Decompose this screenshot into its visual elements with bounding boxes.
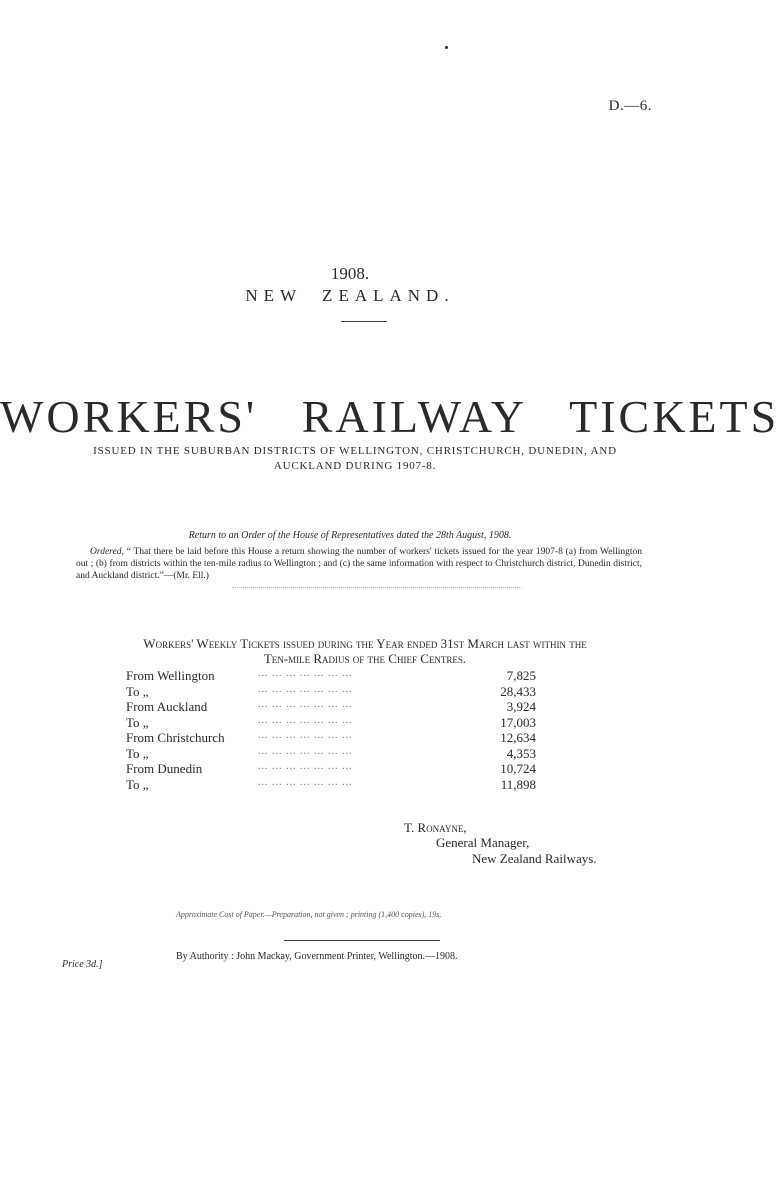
- row-leader: ... ... ... ... ... ... ...: [258, 761, 353, 772]
- row-value: 17,003: [500, 714, 536, 730]
- table-row: [126, 684, 536, 700]
- order-text: “ That there be laid before this House a return showing the number of workers' tickets issued for the year 1907-8 (a) from Wellington out ; (b) from districts within the ten-mile radius to Wellington ; and (c) the same information with respect to Christchurch district, Dunedin district, and Auckland district.”—(Mr. Ell.): [76, 547, 643, 581]
- table-heading: [100, 636, 630, 666]
- signatory-name: T. Ronayne,: [404, 820, 467, 835]
- table-row: [126, 715, 536, 731]
- signatory-organisation: New Zealand Railways.: [472, 851, 597, 866]
- price-label: Price 3d.]: [62, 959, 103, 970]
- row-leader: ... ... ... ... ... ... ...: [258, 668, 353, 679]
- row-label: To „: [126, 683, 149, 699]
- title-divider: [341, 321, 387, 322]
- row-label: To „: [126, 745, 149, 761]
- row-value: 12,634: [500, 730, 536, 745]
- row-label: From Dunedin: [126, 761, 203, 776]
- row-value: 4,353: [506, 745, 536, 761]
- row-leader: ... ... ... ... ... ... ...: [258, 714, 353, 726]
- document-subtitle: ISSUED IN THE SUBURBAN DISTRICTS OF WELLINGTON, CHRISTCHURCH, DUNEDIN, AND AUCKLAND DURING 1907-8.: [93, 445, 617, 472]
- table-heading-line-1: Workers' Weekly Tickets issued during the Year ended 31st March last within the: [143, 636, 587, 651]
- table-row: [126, 777, 536, 793]
- table-row: [126, 699, 536, 715]
- row-value: 7,825: [506, 668, 536, 683]
- row-value: 28,433: [500, 683, 536, 699]
- publication-year: 1908.: [330, 264, 370, 283]
- section-divider: [232, 587, 522, 588]
- printer-authority: By Authority : John Mackay, Government Printer, Wellington.—1908.: [176, 951, 458, 962]
- row-label: From Auckland: [126, 699, 208, 714]
- ordered-label: Ordered,: [90, 547, 124, 557]
- table-row: [126, 668, 536, 684]
- document-reference: D.—6.: [608, 98, 652, 114]
- table-row: [126, 746, 536, 762]
- table-heading-line-2: Ten-mile Radius of the Chief Centres.: [263, 651, 467, 666]
- row-label: To „: [126, 714, 149, 730]
- row-label: From Wellington: [126, 668, 215, 683]
- row-value: 10,724: [500, 761, 536, 776]
- ticket-table: [126, 668, 536, 792]
- row-label: From Christchurch: [126, 730, 225, 745]
- document-title: WORKERS' RAILWAY TICKETS: [0, 391, 779, 442]
- row-leader: ... ... ... ... ... ... ...: [258, 776, 353, 788]
- row-leader: ... ... ... ... ... ... ...: [258, 730, 353, 741]
- table-row: [126, 761, 536, 777]
- row-value: 11,898: [500, 776, 536, 792]
- row-leader: ... ... ... ... ... ... ...: [258, 699, 353, 710]
- signatory-title: General Manager,: [436, 835, 530, 850]
- cost-of-paper: Approximate Cost of Paper.—Preparation, not given ; printing (1,400 copies), 19s.: [176, 910, 442, 919]
- table-row: [126, 730, 536, 746]
- country-heading: NEW ZEALAND.: [245, 286, 455, 305]
- row-leader: ... ... ... ... ... ... ...: [258, 683, 353, 695]
- footer-divider: [284, 940, 440, 941]
- row-label: To „: [126, 776, 149, 792]
- row-leader: ... ... ... ... ... ... ...: [258, 745, 353, 757]
- order-paragraph: [76, 546, 642, 582]
- return-order-line: Return to an Order of the House of Representatives dated the 28th August, 1908.: [188, 530, 512, 541]
- row-value: 3,924: [506, 699, 536, 714]
- print-speck: [445, 46, 448, 49]
